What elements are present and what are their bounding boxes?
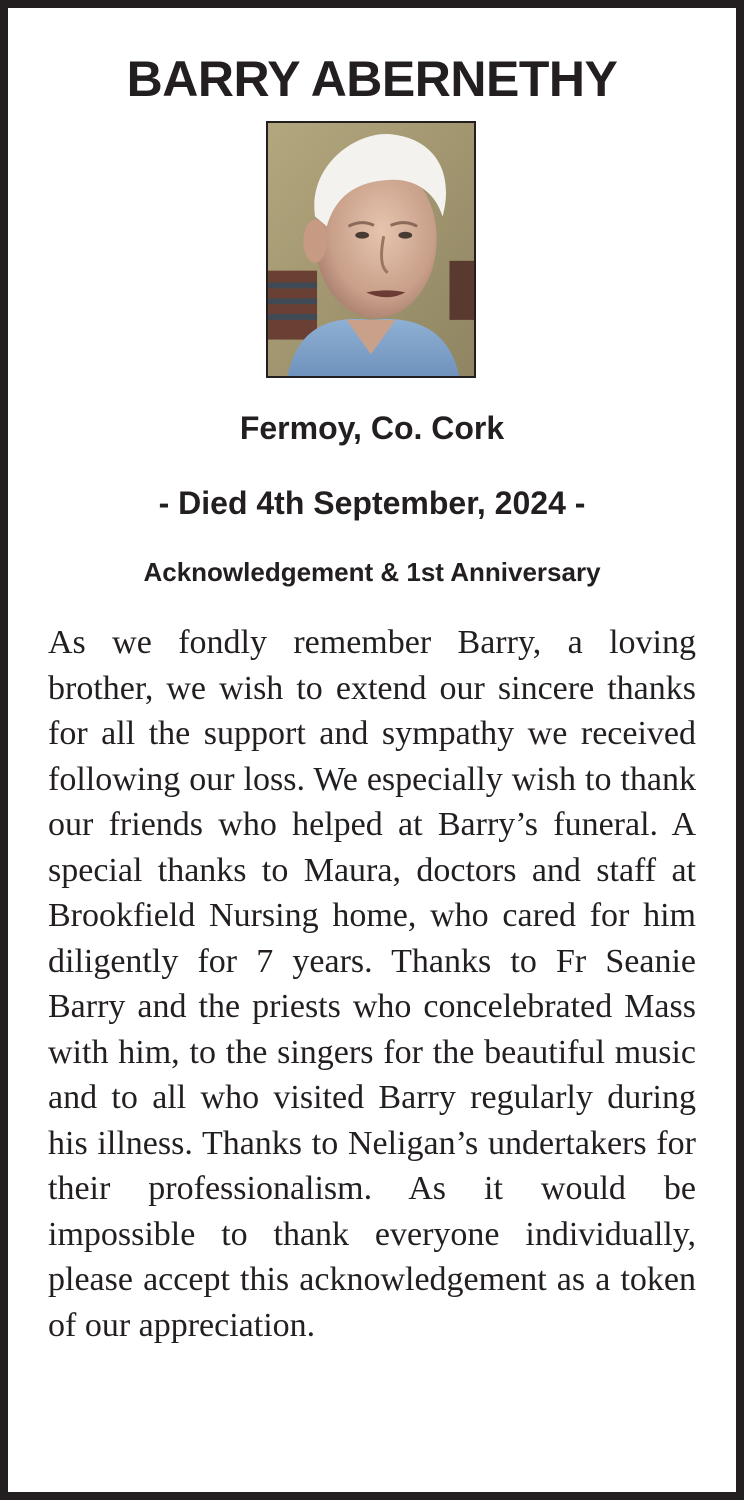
portrait-photo bbox=[266, 121, 476, 378]
portrait-image bbox=[268, 123, 474, 376]
location: Fermoy, Co. Cork bbox=[239, 410, 505, 446]
acknowledgement-message: As we fondly remember Barry, a loving brother, we wish to extend our sincere thanks for all the support and sympathy we received following our loss. We especially wish to thank our friends who helped at Barry’s funeral. A special thanks to Maura, doctors and staff at Brookfield Nursing home, who cared for him diligently for 7 years. Thanks to Fr Seanie Barry and the priests who concelebrated Mass with him, to the singers for the beautiful music and to all who visited Barry regularly during his illness. Thanks to Neligan’s undertakers for their professionalism. As it would be impossible to thank everyone individually, please accept this acknowledgement as a token of our appreciation. bbox=[48, 624, 696, 1344]
acknowledgement-heading: Acknowledgement & 1st Anniversary bbox=[143, 557, 601, 587]
death-date: - Died 4th September, 2024 - bbox=[158, 485, 586, 521]
deceased-name: BARRY ABERNETHY bbox=[126, 51, 618, 107]
